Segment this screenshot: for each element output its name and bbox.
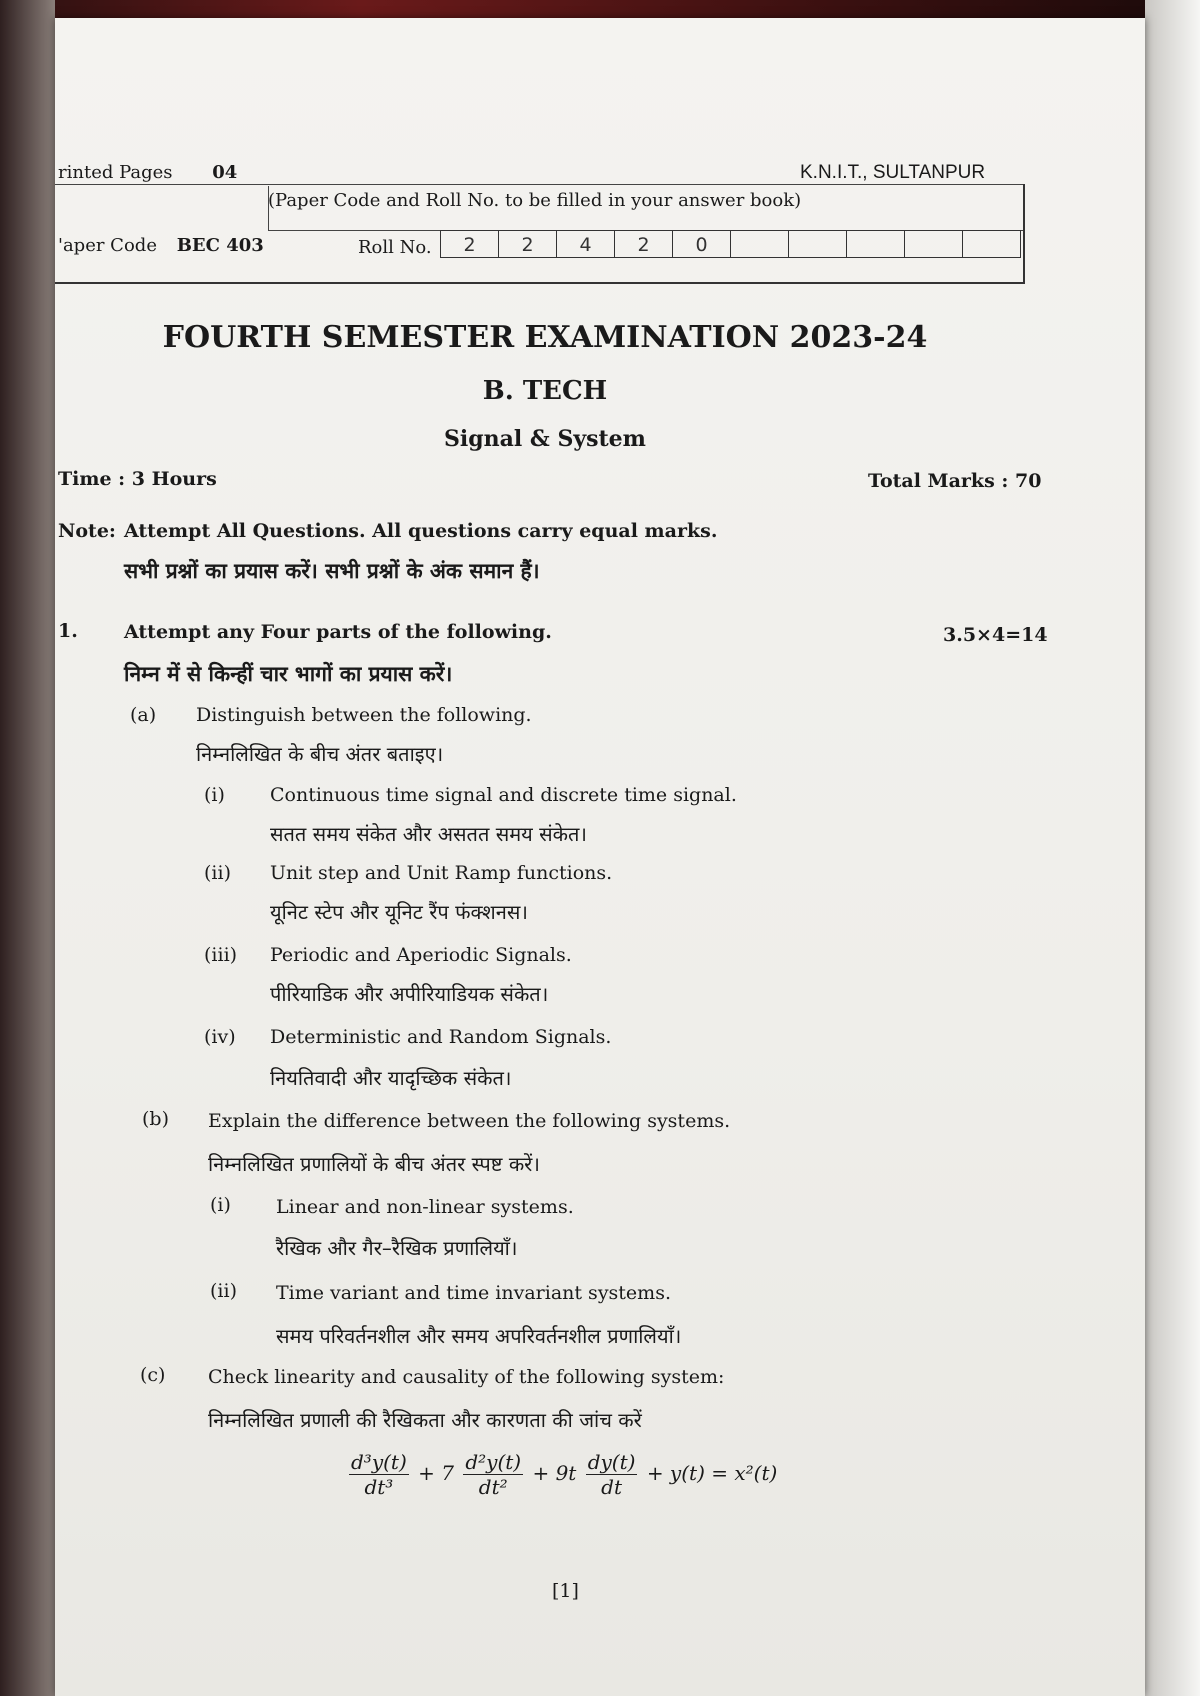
part-b-text: Explain the difference between the following systems. [208,1110,731,1132]
note-text: Attempt All Questions. All questions carry equal marks. [124,520,718,542]
part-a-item-hindi: नियतिवादी और यादृच्छिक संकेत। [270,1066,512,1090]
roll-cell[interactable]: 4 [557,231,615,257]
institute-name: K.N.I.T., SULTANPUR [800,162,986,183]
part-b-item-label: (i) [210,1194,231,1216]
note-text-hindi: सभी प्रश्नों का प्रयास करें। सभी प्रश्नों के अंक समान हैं। [124,559,540,583]
eq-fraction-3 [586,1450,638,1499]
roll-cell[interactable] [963,231,1020,257]
roll-cell[interactable] [731,231,789,257]
roll-cell[interactable]: 2 [499,231,557,257]
part-b-item-hindi: रैखिक और गैर–रैखिक प्रणालियाँ। [276,1236,518,1260]
part-a-item-hindi: सतत समय संकेत और असतत समय संकेत। [270,822,588,846]
part-c-text-hindi: निम्नलिखित प्रणाली की रैखिकता और कारणता की जांच करें [208,1408,642,1432]
photo-left-edge [0,0,55,1696]
photo-right-edge [1145,0,1200,1696]
q1-instruction-hindi: निम्न में से किन्हीं चार भागों का प्रयास करें। [124,662,453,686]
part-b-item-label: (ii) [210,1280,237,1302]
eq-rhs: + y(t) = x²(t) [646,1461,778,1485]
printed-pages-value: 04 [212,162,238,183]
total-marks: Total Marks : 70 [868,470,1042,492]
time-allowed: Time : 3 Hours [58,468,217,490]
roll-number-cells [440,230,1021,258]
eq-fraction-2 [463,1450,523,1499]
roll-cell[interactable] [847,231,905,257]
part-a-item-hindi: पीरियाडिक और अपीरियाडियक संकेत। [270,982,549,1006]
part-a-text: Distinguish between the following. [196,704,532,726]
box-top-rule [55,184,1023,185]
part-a-item-text: Continuous time signal and discrete time signal. [270,784,737,806]
program-title: B. TECH [482,376,608,406]
part-a-item-text: Periodic and Aperiodic Signals. [270,944,572,966]
part-b-item-text: Linear and non-linear systems. [276,1196,574,1218]
eq-den-1: dt³ [364,1475,394,1499]
eq-fraction-1 [349,1450,409,1499]
part-b-text-hindi: निम्नलिखित प्रणालियों के बीच अंतर स्पष्ट करें। [208,1152,540,1176]
part-a-label: (a) [130,704,157,726]
part-a-item-text: Deterministic and Random Signals. [270,1026,612,1048]
part-c-text: Check linearity and causality of the following system: [208,1366,725,1388]
roll-no-label: Roll No. [358,237,432,258]
printed-pages-label: rinted Pages [58,162,173,183]
roll-cell[interactable]: 0 [673,231,731,257]
page-number: [1] [552,1580,579,1602]
eq-term-plus9t: + 9t [532,1461,577,1485]
part-a-text-hindi: निम्नलिखित के बीच अंतर बताइए। [196,742,444,766]
part-a-item-label: (iv) [204,1026,236,1048]
eq-num-1: d³y(t) [351,1450,407,1474]
subject-title: Signal & System [444,426,646,452]
q1-marks: 3.5×4=14 [943,624,1048,646]
eq-den-3: dt [601,1475,622,1499]
exam-title: FOURTH SEMESTER EXAMINATION 2023-24 [162,320,928,355]
paper-code [58,235,264,256]
roll-cell[interactable]: 2 [441,231,499,257]
part-a-item-text: Unit step and Unit Ramp functions. [270,862,613,884]
part-c-label: (c) [140,1364,166,1386]
paper-code-value: BEC 403 [176,235,264,256]
roll-cell[interactable] [789,231,847,257]
answer-book-instruction: (Paper Code and Roll No. to be filled in your answer book) [268,190,802,211]
roll-cell[interactable] [905,231,963,257]
roll-cell[interactable]: 2 [615,231,673,257]
part-a-item-label: (ii) [204,862,231,884]
printed-pages [58,162,237,183]
eq-term-plus7: + 7 [418,1461,454,1485]
note-label: Note: [58,520,116,542]
part-a-item-label: (i) [204,784,225,806]
part-a-item-hindi: यूनिट स्टेप और यूनिट रैंप फंक्शनस। [270,900,528,924]
box-divider [268,186,269,230]
system-equation [346,1450,777,1499]
paper-code-label: 'aper Code [58,235,157,256]
part-a-item-label: (iii) [204,944,238,966]
eq-num-2: d²y(t) [465,1450,522,1474]
eq-den-2: dt² [478,1475,508,1499]
part-b-item-hindi: समय परिवर्तनशील और समय अपरिवर्तनशील प्रणालियाँ। [276,1324,682,1348]
part-b-label: (b) [142,1108,169,1130]
part-b-item-text: Time variant and time invariant systems. [276,1282,671,1304]
eq-num-3: dy(t) [587,1450,636,1474]
q1-instruction: Attempt any Four parts of the following. [124,621,552,643]
q1-number: 1. [58,620,78,642]
